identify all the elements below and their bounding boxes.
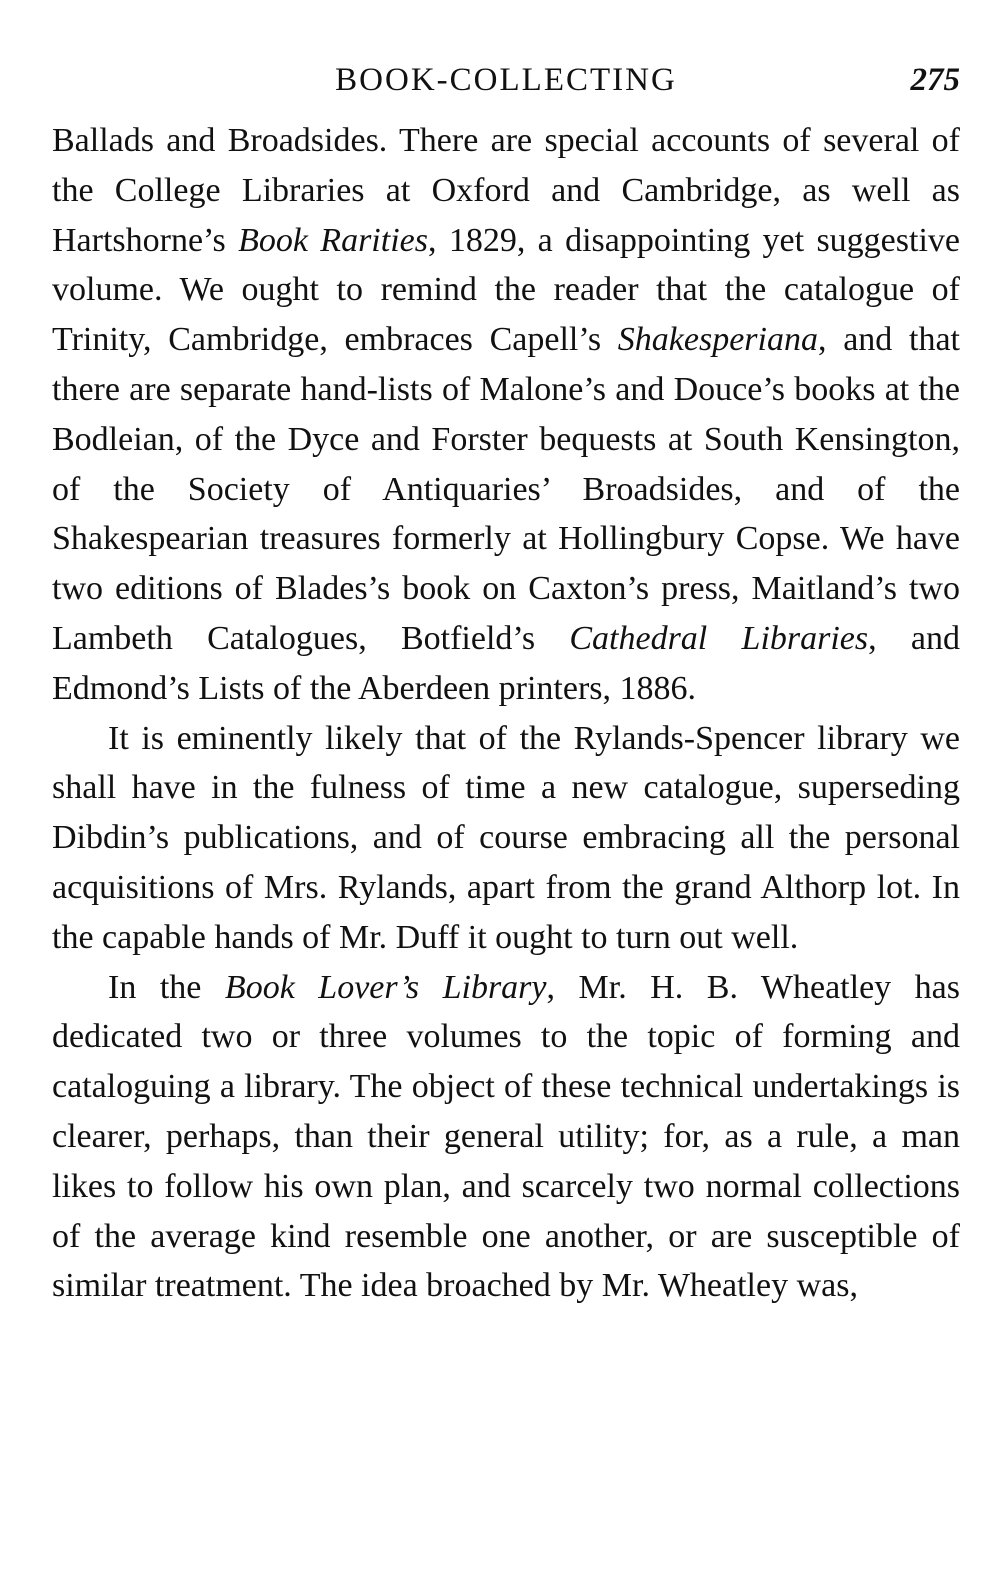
text-run: It is eminently likely that of the Rylands-Spencer library we shall have in the fulness of time a new catalogue, superseding Dibdin’s publications, and of course embracing all the personal acquisitions of Mrs. Rylands, apart from the grand Althorp lot. In the capable hands of Mr. Duff it ought to turn out well. xyxy=(52,719,960,956)
italic-title: Book Lover’s Library xyxy=(224,968,547,1006)
paragraph xyxy=(52,116,960,714)
paragraph xyxy=(52,714,960,963)
text-run: Ballads and Broadsides. There are special accounts of several of the College Libraries at Oxford and Cambridge, as well as Hartshorne’s xyxy=(52,122,960,259)
book-page xyxy=(52,52,960,1311)
page-number: 275 xyxy=(910,62,960,98)
text-run: , 1829, a disappointing yet suggestive volume. We ought to remind the reader that the catalogue of Trinity, Cambridge, embraces Capell’s xyxy=(52,221,960,359)
text-run: In the xyxy=(108,968,225,1006)
italic-title: Shakesperiana xyxy=(617,321,818,359)
running-head xyxy=(52,52,960,108)
running-head-title: BOOK-COLLECTING xyxy=(335,62,677,98)
text-run: , and that there are separate hand-lists of Malone’s and Douce’s books at the Bodleian, of the Dyce and Forster bequests at South Kensington, of the Society of Antiquaries’ Broadsides, and of the Shakespearian treasures formerly at Hollingbury Copse. We have two editions of Blades’s book on Caxton’s press, Maitland’s two Lambeth Catalogues, Botfield’s xyxy=(52,321,960,657)
italic-title: Cathedral Libraries xyxy=(569,619,869,657)
text-run: , and Edmond’s Lists of the Aberdeen printers, 1886. xyxy=(52,619,960,707)
body-text xyxy=(52,116,960,1311)
text-run: , Mr. H. B. Wheatley has dedicated two or three volumes to the topic of forming and cataloguing a library. The object of these technical undertakings is clearer, perhaps, than their general utility; for, as a rule, a man likes to follow his own plan, and scarcely two normal collections of the average kind resemble one another, or are susceptible of similar treatment. The idea broached by Mr. Wheatley was, xyxy=(52,968,961,1305)
italic-title: Book Rarities xyxy=(238,221,428,259)
paragraph xyxy=(52,963,960,1312)
